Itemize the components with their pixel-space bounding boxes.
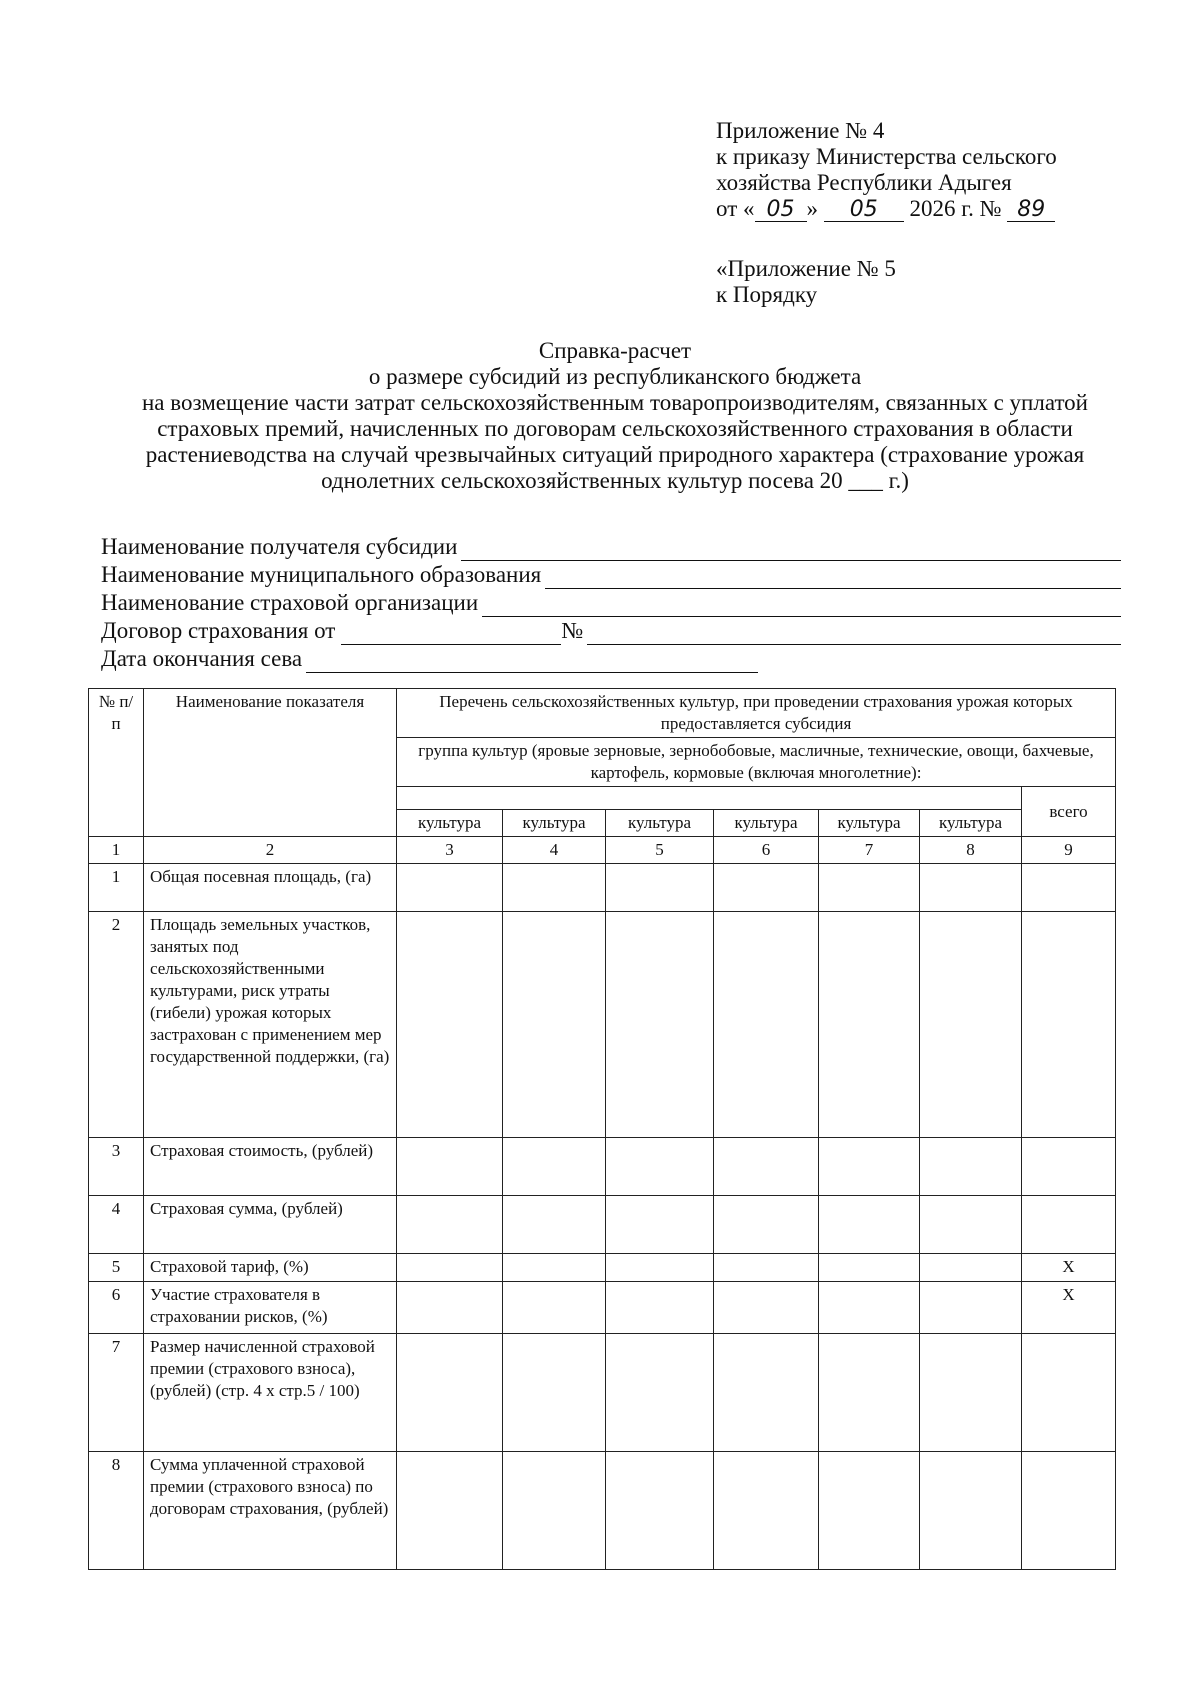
- appendix-2-line-2: к Порядку: [716, 282, 818, 307]
- row-indicator: Участие страхователя в страховании рисков, (%): [144, 1282, 397, 1334]
- table-row: [89, 1138, 1116, 1196]
- column-number: 1: [89, 837, 144, 864]
- contract-date-blank[interactable]: [341, 622, 561, 645]
- form-fields: [101, 533, 1121, 673]
- input-cell[interactable]: [397, 864, 503, 912]
- input-cell[interactable]: [714, 1334, 819, 1452]
- recipient-field: [101, 533, 1121, 561]
- column-number: 2: [144, 837, 397, 864]
- table-row: [89, 864, 1116, 912]
- handwritten-day: 05: [755, 199, 807, 222]
- table-row: [89, 1452, 1116, 1570]
- header-crop-4: культура: [503, 810, 606, 837]
- input-cell[interactable]: [819, 1282, 920, 1334]
- input-cell[interactable]: [503, 1254, 606, 1282]
- date-mid: »: [806, 196, 818, 221]
- input-cell[interactable]: [606, 1196, 714, 1254]
- input-cell[interactable]: [606, 1452, 714, 1570]
- contract-field: [101, 617, 1121, 645]
- input-cell[interactable]: [819, 1452, 920, 1570]
- insurer-blank[interactable]: [482, 594, 1121, 617]
- input-cell[interactable]: [920, 1334, 1022, 1452]
- input-cell[interactable]: [714, 1452, 819, 1570]
- input-cell[interactable]: [920, 1196, 1022, 1254]
- calculation-table: [88, 688, 1116, 1570]
- title-line-2: о размере субсидий из республиканского бюджета: [368, 364, 862, 389]
- contract-number-label: №: [561, 618, 584, 643]
- column-number: 8: [920, 837, 1022, 864]
- input-cell[interactable]: [714, 1196, 819, 1254]
- row-indicator: Страховая стоимость, (рублей): [144, 1138, 397, 1196]
- input-cell[interactable]: [819, 1138, 920, 1196]
- municipality-blank[interactable]: [545, 566, 1121, 589]
- column-number-row: [89, 837, 1116, 864]
- appendix-line-3: хозяйства Республики Адыгея: [716, 170, 1012, 195]
- header-crop-6: культура: [714, 810, 819, 837]
- input-cell[interactable]: [397, 1452, 503, 1570]
- total-cell[interactable]: [1022, 1334, 1116, 1452]
- column-number: 3: [397, 837, 503, 864]
- input-cell[interactable]: [714, 1254, 819, 1282]
- input-cell[interactable]: [920, 1254, 1022, 1282]
- input-cell[interactable]: [397, 1196, 503, 1254]
- row-number: 3: [89, 1138, 144, 1196]
- recipient-label: Наименование получателя субсидии: [101, 534, 458, 559]
- sowing-end-blank[interactable]: [306, 650, 758, 673]
- appendix-2-line-1: «Приложение № 5: [716, 256, 896, 281]
- row-indicator: Сумма уплаченной страховой премии (страхового взноса) по договорам страхования, (рублей): [144, 1452, 397, 1570]
- input-cell[interactable]: [819, 1334, 920, 1452]
- input-cell[interactable]: [714, 1282, 819, 1334]
- input-cell[interactable]: [714, 1138, 819, 1196]
- column-number: 5: [606, 837, 714, 864]
- input-cell[interactable]: [920, 864, 1022, 912]
- date-prefix: от «: [716, 196, 755, 221]
- input-cell[interactable]: [920, 912, 1022, 1138]
- input-cell[interactable]: [397, 1282, 503, 1334]
- table-row: [89, 1196, 1116, 1254]
- total-cell[interactable]: [1022, 1196, 1116, 1254]
- input-cell[interactable]: [503, 864, 606, 912]
- table-row: [89, 1254, 1116, 1282]
- header-crop-8: культура: [920, 810, 1022, 837]
- total-cell: X: [1022, 1254, 1116, 1282]
- header-total: всего: [1022, 787, 1116, 837]
- appendix-2-header: [716, 256, 896, 308]
- header-crop-3: культура: [397, 810, 503, 837]
- order-date-line: [716, 196, 1057, 222]
- input-cell[interactable]: [503, 1196, 606, 1254]
- input-cell[interactable]: [503, 1138, 606, 1196]
- municipality-label: Наименование муниципального образования: [101, 562, 542, 587]
- column-number: 9: [1022, 837, 1116, 864]
- input-cell[interactable]: [503, 912, 606, 1138]
- handwritten-month: 05: [824, 199, 904, 222]
- input-cell[interactable]: [819, 864, 920, 912]
- contract-label: Договор страхования от: [101, 618, 336, 643]
- row-indicator: Страховой тариф, (%): [144, 1254, 397, 1282]
- header-number: № п/п: [89, 689, 144, 837]
- insurer-label: Наименование страховой организации: [101, 590, 479, 615]
- title-line-1: Справка-расчет: [538, 338, 692, 363]
- input-cell[interactable]: [397, 1334, 503, 1452]
- row-number: 4: [89, 1196, 144, 1254]
- title-line-3: на возмещение части затрат сельскохозяйственным товаропроизводителям, связанных с уплатой: [141, 390, 1088, 415]
- row-number: 2: [89, 912, 144, 1138]
- input-cell[interactable]: [503, 1452, 606, 1570]
- sowing-end-label: Дата окончания сева: [101, 646, 303, 671]
- recipient-blank[interactable]: [461, 538, 1121, 561]
- input-cell[interactable]: [819, 1196, 920, 1254]
- table-row: [89, 1282, 1116, 1334]
- total-cell[interactable]: [1022, 1452, 1116, 1570]
- row-number: 6: [89, 1282, 144, 1334]
- header-indicator-name: Наименование показателя: [144, 689, 397, 837]
- column-number: 7: [819, 837, 920, 864]
- row-indicator: Общая посевная площадь, (га): [144, 864, 397, 912]
- total-cell[interactable]: [1022, 1138, 1116, 1196]
- row-indicator: Размер начисленной страховой премии (страхового взноса), (рублей) (стр. 4 х стр.5 / 100): [144, 1334, 397, 1452]
- total-cell[interactable]: [1022, 864, 1116, 912]
- table-row: [89, 912, 1116, 1138]
- municipality-field: [101, 561, 1121, 589]
- row-indicator: Страховая сумма, (рублей): [144, 1196, 397, 1254]
- contract-number-blank[interactable]: [587, 622, 1121, 645]
- input-cell[interactable]: [397, 1138, 503, 1196]
- input-cell[interactable]: [920, 1138, 1022, 1196]
- input-cell[interactable]: [714, 864, 819, 912]
- input-cell[interactable]: [606, 1138, 714, 1196]
- input-cell[interactable]: [714, 912, 819, 1138]
- row-number: 5: [89, 1254, 144, 1282]
- appendix-header: [716, 118, 1057, 222]
- input-cell[interactable]: [503, 1282, 606, 1334]
- column-number: 4: [503, 837, 606, 864]
- input-cell[interactable]: [606, 1334, 714, 1452]
- header-blank-cell: [397, 787, 1022, 810]
- total-cell[interactable]: [1022, 912, 1116, 1138]
- input-cell[interactable]: [920, 1282, 1022, 1334]
- header-crop-group: группа культур (яровые зерновые, зернобобовые, масличные, технические, овощи, бахчевые, картофель, кормовые (включая многолетние):: [397, 738, 1116, 787]
- input-cell[interactable]: [397, 1254, 503, 1282]
- input-cell[interactable]: [606, 864, 714, 912]
- row-number: 1: [89, 864, 144, 912]
- input-cell[interactable]: [606, 1282, 714, 1334]
- appendix-line-2: к приказу Министерства сельского: [716, 144, 1057, 169]
- input-cell[interactable]: [920, 1452, 1022, 1570]
- sowing-end-field: [101, 645, 1121, 673]
- input-cell[interactable]: [397, 912, 503, 1138]
- title-line-5: растениеводства на случай чрезвычайных ситуаций природного характера (страхование урожая: [145, 442, 1085, 467]
- date-year: 2026 г. №: [909, 196, 1002, 221]
- table-row: [89, 1334, 1116, 1452]
- input-cell[interactable]: [606, 1254, 714, 1282]
- header-crop-5: культура: [606, 810, 714, 837]
- input-cell[interactable]: [819, 912, 920, 1138]
- row-number: 7: [89, 1334, 144, 1452]
- title-line-6: однолетних сельскохозяйственных культур посева 20 ___ г.): [321, 468, 909, 493]
- header-crop-list: Перечень сельскохозяйственных культур, при проведении страхования урожая которых предоставляется субсидия: [397, 689, 1116, 738]
- handwritten-order-number: 89: [1007, 199, 1055, 222]
- header-crop-7: культура: [819, 810, 920, 837]
- input-cell[interactable]: [606, 912, 714, 1138]
- insurer-field: [101, 589, 1121, 617]
- document-title: [80, 338, 1150, 494]
- title-line-4: страховых премий, начисленных по договорам сельскохозяйственного страхования в области: [157, 416, 1073, 441]
- column-number: 6: [714, 837, 819, 864]
- appendix-line-1: Приложение № 4: [716, 118, 885, 143]
- input-cell[interactable]: [503, 1334, 606, 1452]
- row-indicator: Площадь земельных участков, занятых под сельскохозяйственными культурами, риск утраты (гибели) урожая которых застрахован с применением мер государственной поддержки, (га): [144, 912, 397, 1138]
- input-cell[interactable]: [819, 1254, 920, 1282]
- total-cell: X: [1022, 1282, 1116, 1334]
- row-number: 8: [89, 1452, 144, 1570]
